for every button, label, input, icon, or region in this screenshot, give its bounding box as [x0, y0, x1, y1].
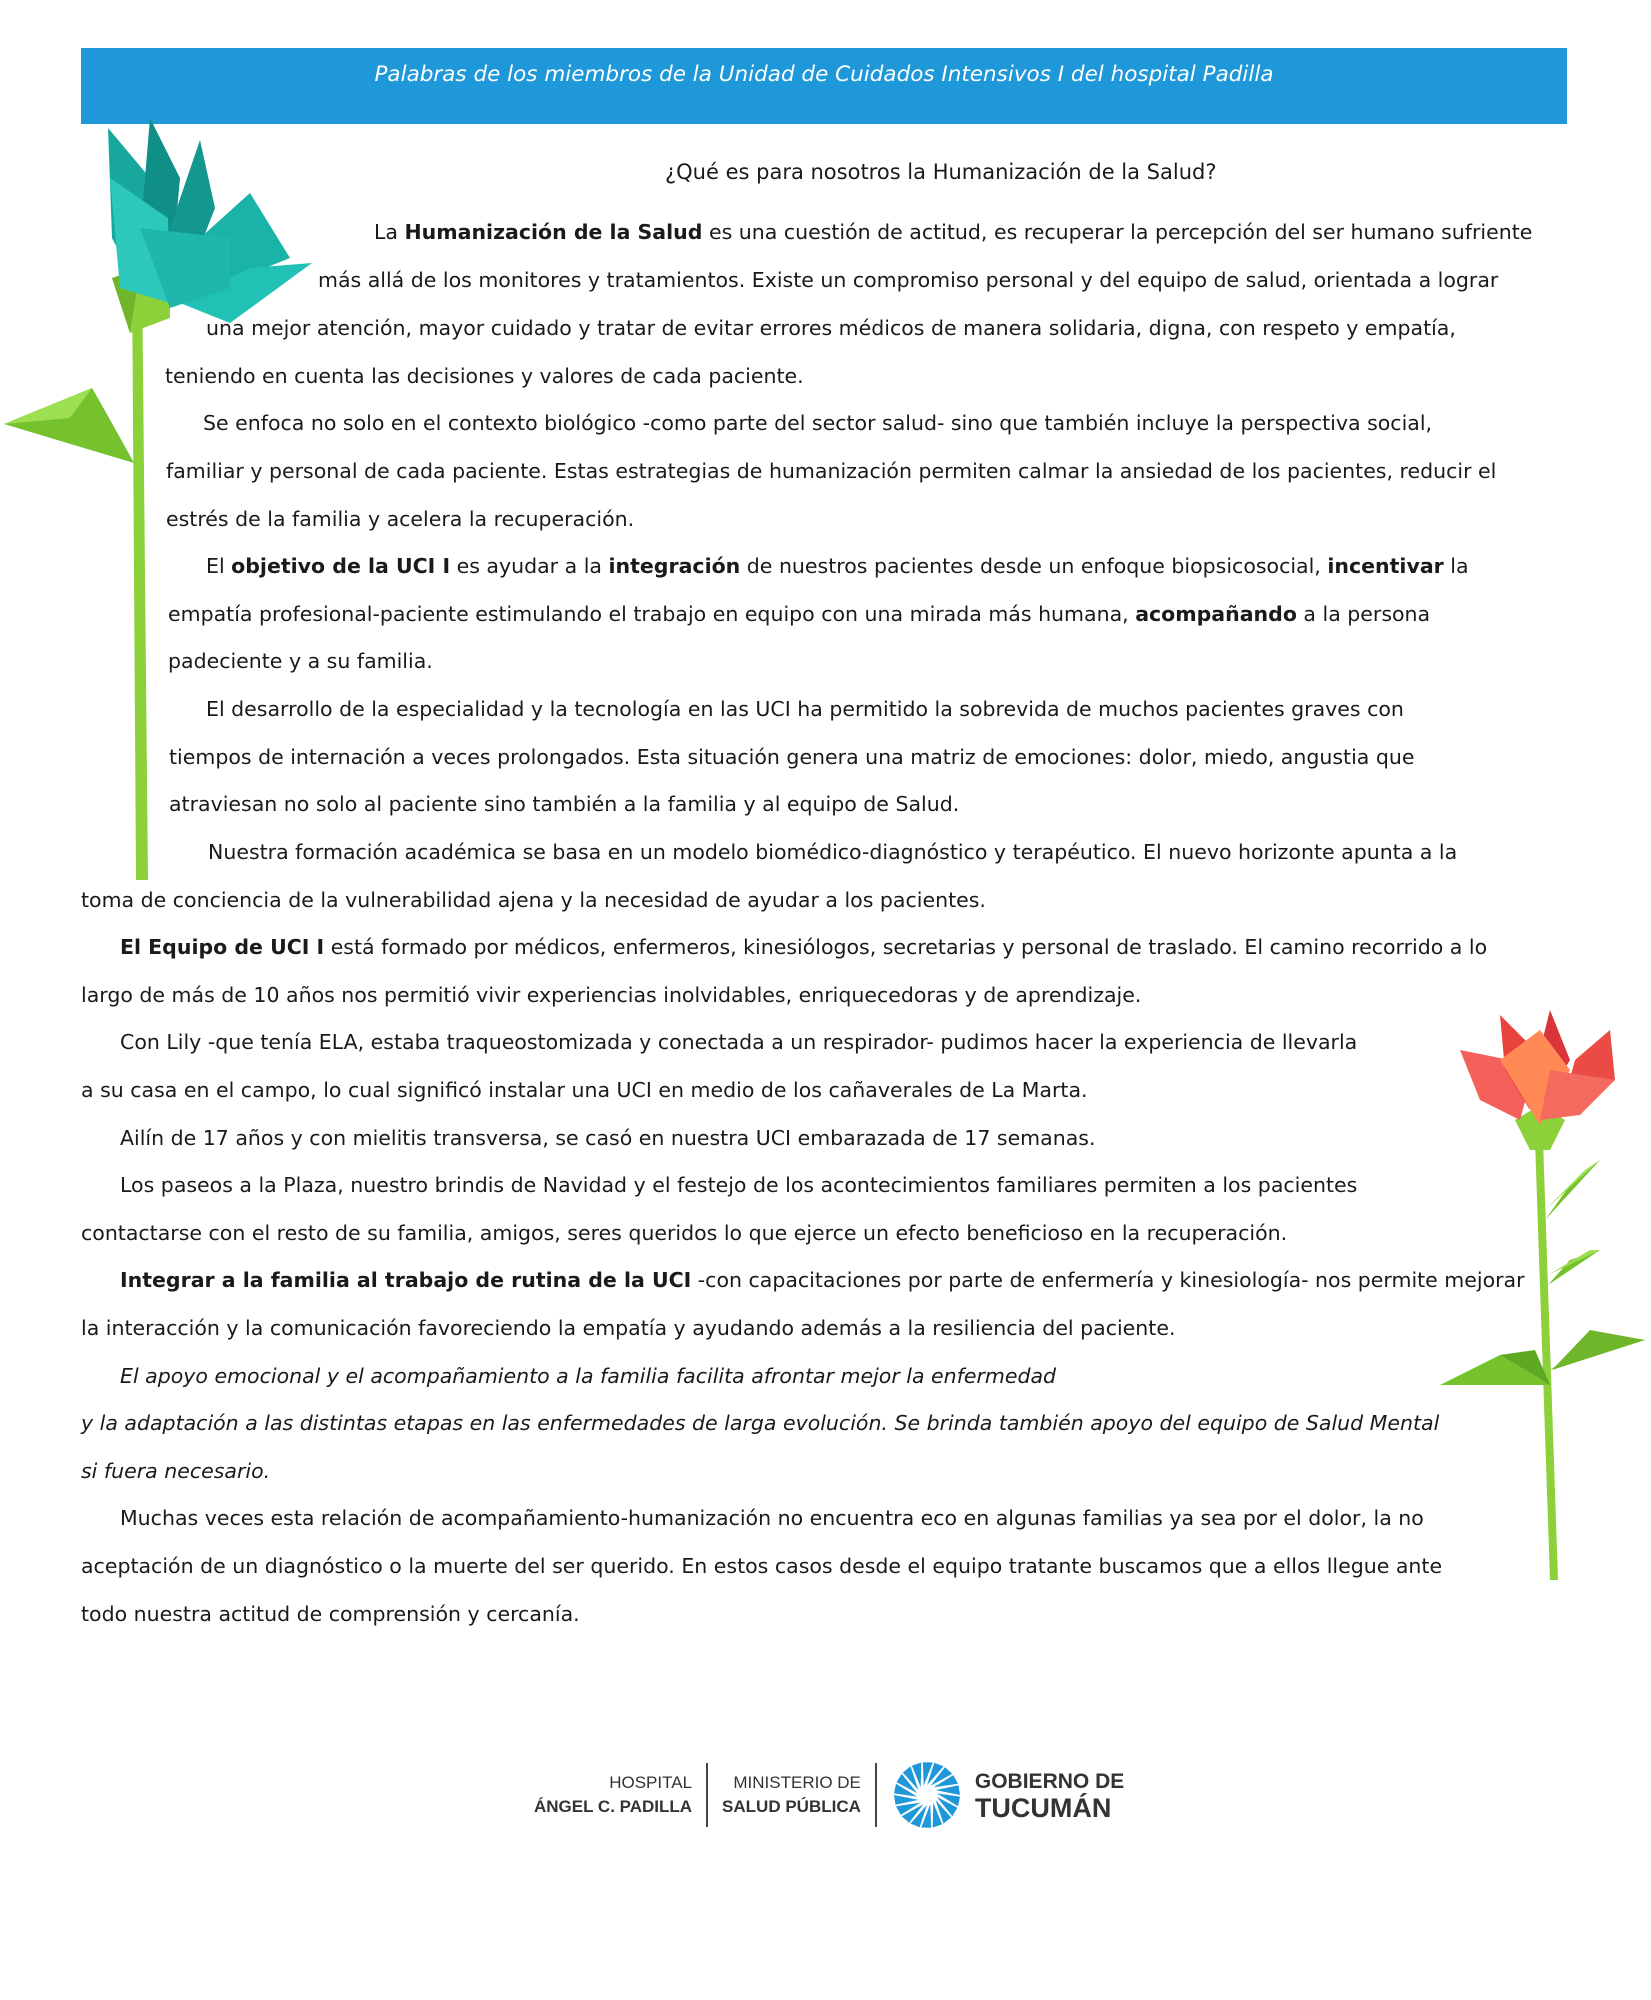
text-segment: contactarse con el resto de su familia, amigos, seres queridos lo que ejerce un efecto beneficioso en la recuperación.	[81, 1221, 1288, 1245]
text-segment: El desarrollo de la especialidad y la tecnología en las UCI ha permitido la sobrevida de muchos pacientes graves con	[206, 697, 1404, 721]
teal-flower-illustration	[0, 118, 320, 888]
ministerio-line2: SALUD PÚBLICA	[722, 1797, 861, 1816]
text-segment: teniendo en cuenta las decisiones y valores de cada paciente.	[165, 364, 804, 388]
text-segment: -con capacitaciones por parte de enfermería y kinesiología- nos permite mejorar	[691, 1268, 1525, 1292]
gobierno-line1: GOBIERNO DE	[974, 1770, 1125, 1793]
hospital-logo	[520, 1771, 706, 1819]
italic-phrase: y la adaptación a las distintas etapas en las enfermedades de larga evolución. Se brinda también apoyo del equipo de Salud Mental	[81, 1411, 1440, 1435]
body-line	[374, 217, 1532, 247]
bold-phrase: integración	[608, 554, 741, 578]
text-segment: padeciente y a su familia.	[168, 649, 433, 673]
body-line	[166, 456, 1496, 486]
ministerio-logo	[708, 1771, 875, 1819]
text-segment: estrés de la familia y acelera la recuperación.	[166, 507, 635, 531]
text-segment: toma de conciencia de la vulnerabilidad ajena y la necesidad de ayudar a los pacientes.	[81, 888, 986, 912]
body-line	[168, 599, 1430, 629]
text-segment: Ailín de 17 años y con mielitis transversa, se casó en nuestra UCI embarazada de 17 semanas.	[120, 1126, 1096, 1150]
gobierno-logo	[877, 1761, 1124, 1829]
body-line	[120, 1503, 1424, 1533]
body-line	[81, 1599, 580, 1629]
text-segment: atraviesan no solo al paciente sino también a la familia y al equipo de Salud.	[169, 792, 960, 816]
body-line	[206, 551, 1469, 581]
banner-text: Palabras de los miembros de la Unidad de Cuidados Intensivos I del hospital Padilla	[374, 62, 1274, 87]
bold-phrase: Humanización de la Salud	[404, 220, 703, 244]
red-flower-illustration	[1440, 1010, 1650, 1585]
body-line	[120, 1027, 1357, 1057]
body-line	[165, 361, 804, 391]
body-line	[81, 885, 986, 915]
body-line	[318, 265, 1498, 295]
body-line	[120, 1265, 1525, 1295]
sunburst-icon	[893, 1761, 961, 1829]
text-segment: aceptación de un diagnóstico o la muerte del ser querido. En estos casos desde el equipo tratante buscamos que a ellos llegue ante	[81, 1554, 1443, 1578]
text-segment: familiar y personal de cada paciente. Estas estrategias de humanización permiten calmar la ansiedad de los pacientes, reducir el	[166, 459, 1497, 483]
body-line	[168, 646, 433, 676]
hospital-line1: HOSPITAL	[609, 1773, 693, 1792]
body-line	[169, 789, 959, 819]
text-segment: una mejor atención, mayor cuidado y tratar de evitar errores médicos de manera solidaria, digna, con respeto y empatía,	[206, 316, 1456, 340]
hospital-line2: ÁNGEL C. PADILLA	[534, 1797, 693, 1816]
text-segment: la interacción y la comunicación favoreciendo la empatía y ayudando además a la resiliencia del paciente.	[81, 1316, 1176, 1340]
footer-logos	[520, 1760, 1124, 1830]
text-segment: a su casa en el campo, lo cual significó instalar una UCI en medio de los cañaverales de La Marta.	[81, 1078, 1088, 1102]
bold-phrase: El Equipo de UCI I	[120, 935, 325, 959]
text-segment: tiempos de internación a veces prolongados. Esta situación genera una matriz de emociones: dolor, miedo, angustia que	[169, 745, 1415, 769]
bold-phrase: Integrar a la familia al trabajo de rutina de la UCI	[120, 1268, 692, 1292]
ministerio-line1: MINISTERIO DE	[733, 1773, 861, 1792]
body-line	[166, 504, 634, 534]
text-segment: El	[206, 554, 232, 578]
text-segment: a la persona	[1296, 602, 1431, 626]
text-segment: Con Lily -que tenía ELA, estaba traqueostomizada y conectada a un respirador- pudimos hacer la experiencia de llevarla	[120, 1030, 1358, 1054]
text-segment: Muchas veces esta relación de acompañamiento-humanización no encuentra eco en algunas familias ya sea por el dolor, la no	[120, 1506, 1424, 1530]
italic-phrase: El apoyo emocional y el acompañamiento a la familia facilita afrontar mejor la enfermedad	[120, 1364, 1057, 1388]
body-line	[120, 1361, 1056, 1391]
body-line	[81, 1313, 1175, 1343]
text-segment: la	[1443, 554, 1469, 578]
body-line	[81, 1551, 1442, 1581]
body-line	[81, 1218, 1287, 1248]
text-segment: empatía profesional-paciente estimulando el trabajo en equipo con una mirada más humana,	[168, 602, 1136, 626]
text-segment: es ayudar a la	[450, 554, 609, 578]
italic-phrase: si fuera necesario.	[81, 1459, 271, 1483]
text-segment: Se enfoca no solo en el contexto biológico -como parte del sector salud- sino que también incluye la perspectiva social,	[203, 411, 1433, 435]
body-line	[120, 932, 1487, 962]
text-segment: está formado por médicos, enfermeros, kinesiólogos, secretarias y personal de traslado. El camino recorrido a lo	[324, 935, 1488, 959]
bold-phrase: objetivo de la UCI I	[231, 554, 451, 578]
text-segment: Los paseos a la Plaza, nuestro brindis de Navidad y el festejo de los acontecimientos familiares permiten a los pacientes	[120, 1173, 1358, 1197]
body-line	[81, 1075, 1088, 1105]
body-line	[208, 837, 1457, 867]
text-segment: Nuestra formación académica se basa en un modelo biomédico-diagnóstico y terapéutico. El nuevo horizonte apunta a la	[208, 840, 1458, 864]
section-title: ¿Qué es para nosotros la Humanización de la Salud?	[665, 160, 1217, 184]
body-line	[206, 313, 1456, 343]
text-segment: es una cuestión de actitud, es recuperar la percepción del ser humano sufriente	[702, 220, 1533, 244]
text-segment: La	[374, 220, 405, 244]
text-segment: todo nuestra actitud de comprensión y cercanía.	[81, 1602, 580, 1626]
body-line	[81, 1456, 270, 1486]
header-banner	[81, 48, 1567, 124]
text-segment: más allá de los monitores y tratamientos. Existe un compromiso personal y del equipo de salud, orientada a lograr	[318, 268, 1499, 292]
bold-phrase: incentivar	[1327, 554, 1444, 578]
body-line	[81, 980, 1141, 1010]
body-line	[169, 742, 1414, 772]
body-line	[206, 694, 1404, 724]
gobierno-line2: TUCUMÁN	[974, 1793, 1112, 1823]
bold-phrase: acompañando	[1135, 602, 1297, 626]
body-line	[81, 1408, 1439, 1438]
body-line	[120, 1123, 1095, 1153]
text-segment: de nuestros pacientes desde un enfoque biopsicosocial,	[740, 554, 1328, 578]
body-line	[120, 1170, 1357, 1200]
body-line	[203, 408, 1432, 438]
text-segment: largo de más de 10 años nos permitió vivir experiencias inolvidables, enriquecedoras y de aprendizaje.	[81, 983, 1142, 1007]
